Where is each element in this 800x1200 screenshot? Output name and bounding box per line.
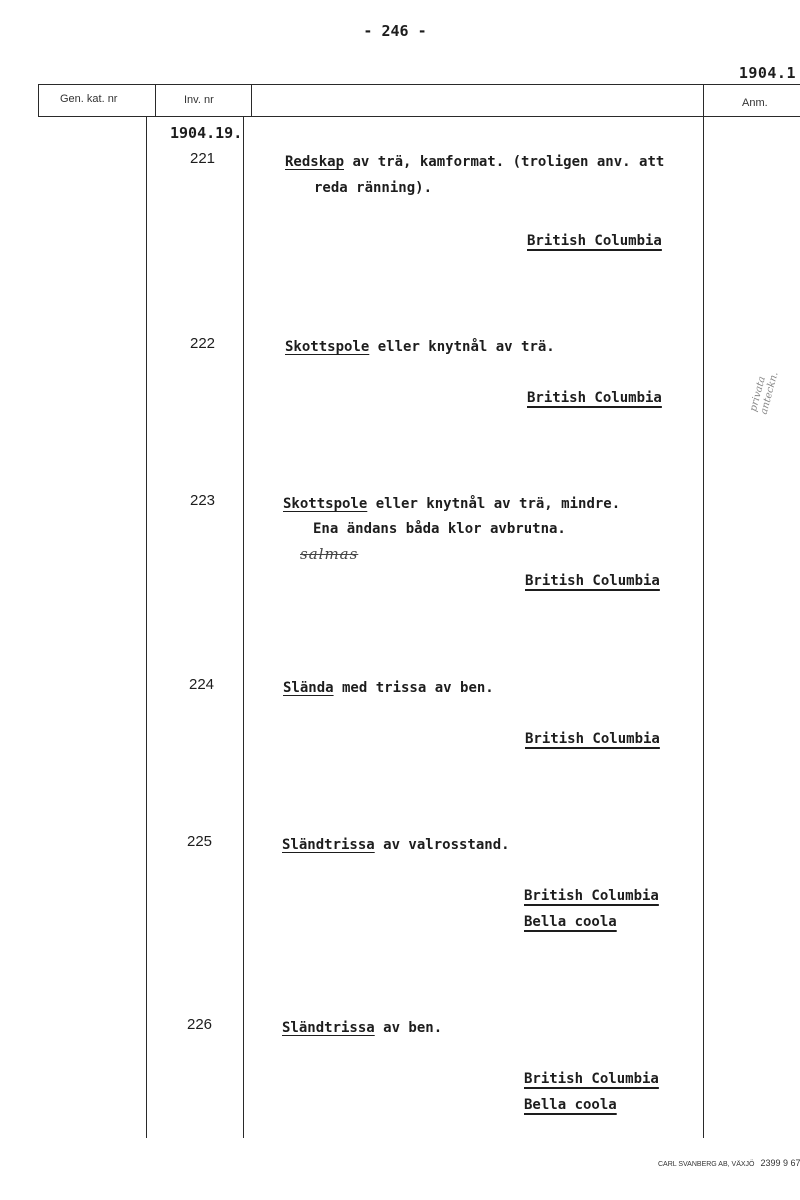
entry-title: Skottspole xyxy=(283,496,368,512)
entry-text: av ben. xyxy=(374,1020,443,1036)
entry-place: British Columbia xyxy=(524,1071,659,1087)
column-header-inv-nr: Inv. nr xyxy=(184,94,214,106)
inventory-number: 223 xyxy=(190,492,216,509)
entry-text: av valrosstand. xyxy=(374,837,510,853)
entry-title: Skottspole xyxy=(285,339,370,355)
column-rule-1 xyxy=(155,84,156,117)
entry-place: British Columbia xyxy=(527,390,662,406)
entry-text: av trä, kamformat. (troligen anv. att xyxy=(344,154,665,170)
column-header-gen-kat-nr: Gen. kat. nr xyxy=(60,93,118,105)
entry-description xyxy=(282,833,510,857)
column-rule-2-body xyxy=(243,116,244,1138)
column-header-anm: Anm. xyxy=(742,97,768,109)
header-bottom-rule xyxy=(38,116,800,117)
printer-imprint xyxy=(658,1158,800,1168)
form-code: 2399 9 67 xyxy=(760,1158,800,1168)
entry-description xyxy=(283,492,620,516)
entry-text: eller knytnål av trä. xyxy=(369,339,555,355)
inventory-number: 224 xyxy=(189,676,215,693)
entry-title: Sländtrissa xyxy=(282,1020,375,1036)
entry-description-line2: Ena ändans båda klor avbrutna. xyxy=(313,521,566,537)
entry-subplace: Bella coola xyxy=(524,914,617,930)
entry-description xyxy=(282,1016,442,1040)
entry-description xyxy=(285,335,555,359)
entry-place: British Columbia xyxy=(527,233,662,249)
column-rule-1-body xyxy=(146,116,147,1138)
inventory-number: 226 xyxy=(187,1016,213,1033)
page-number: - 246 - xyxy=(363,22,427,40)
entry-text: med trissa av ben. xyxy=(333,680,494,696)
entry-title: Slända xyxy=(283,680,334,696)
inventory-number: 225 xyxy=(187,833,213,850)
handwritten-note: salmas xyxy=(300,545,359,563)
inventory-year: 1904.19. xyxy=(170,124,243,142)
entry-description xyxy=(285,150,664,174)
entry-subplace: Bella coola xyxy=(524,1097,617,1113)
entry-description xyxy=(283,676,494,700)
column-rule-3 xyxy=(703,84,704,1138)
entry-place: British Columbia xyxy=(524,888,659,904)
entry-description-line2: reda ränning). xyxy=(314,180,433,196)
entry-title: Sländtrissa xyxy=(282,837,375,853)
inventory-number: 222 xyxy=(190,335,216,352)
catalog-year-header: 1904.1 xyxy=(738,64,796,82)
column-rule-2 xyxy=(251,84,252,117)
entry-place: British Columbia xyxy=(525,731,660,747)
printer-name: CARL SVANBERG AB, VÄXJÖ xyxy=(658,1161,755,1168)
entry-text: eller knytnål av trä, mindre. xyxy=(367,496,621,512)
entry-title: Redskap xyxy=(285,154,345,170)
inventory-number: 221 xyxy=(190,150,216,167)
pencil-margin-note: privata anteckn. xyxy=(748,370,781,416)
left-border-rule xyxy=(38,84,39,117)
header-top-rule xyxy=(38,84,800,85)
entry-place: British Columbia xyxy=(525,573,660,589)
